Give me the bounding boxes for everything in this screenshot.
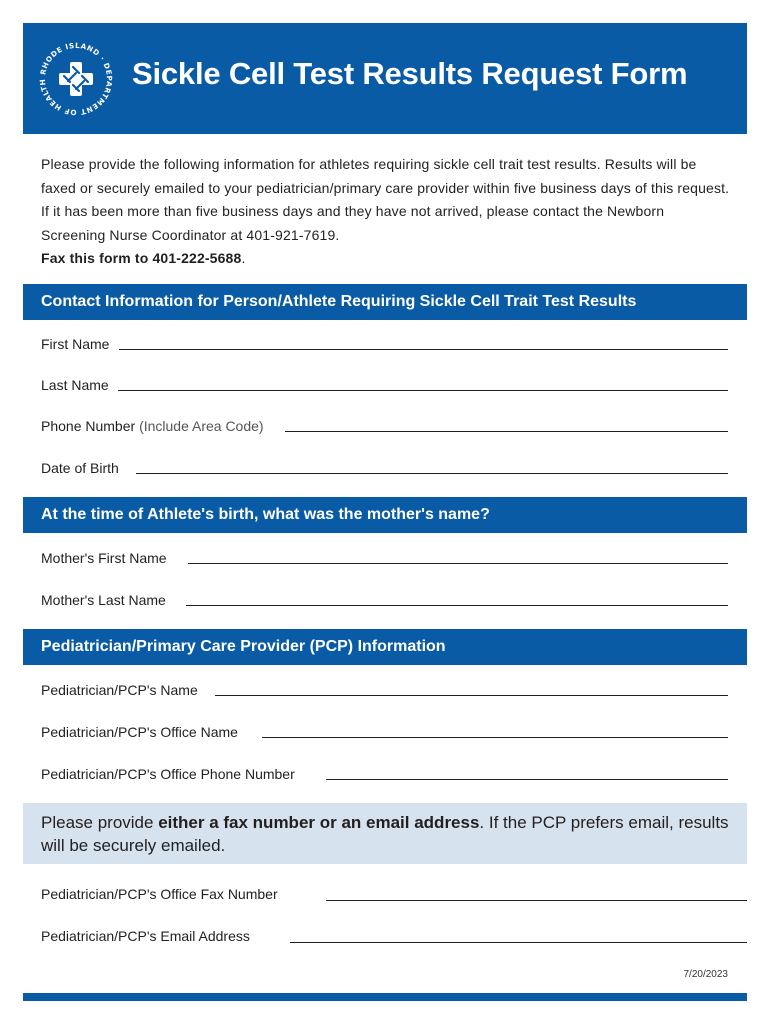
- mother-last-name-label: Mother's Last Name: [41, 592, 166, 608]
- pcp-office-name-label: Pediatrician/PCP's Office Name: [41, 724, 238, 740]
- mother-last-name-field[interactable]: [186, 605, 728, 606]
- revision-date: 7/20/2023: [683, 969, 728, 980]
- first-name-field[interactable]: [119, 349, 728, 350]
- last-name-field[interactable]: [118, 390, 728, 391]
- ri-health-seal-logo: [37, 40, 115, 118]
- pcp-name-field[interactable]: [215, 695, 728, 696]
- date-of-birth-field[interactable]: [136, 473, 728, 474]
- pcp-fax-label: Pediatrician/PCP's Office Fax Number: [41, 886, 278, 902]
- pcp-fax-field[interactable]: [326, 900, 747, 901]
- pcp-office-name-field[interactable]: [262, 737, 728, 738]
- section-pcp-heading: Pediatrician/Primary Care Provider (PCP) Information: [23, 629, 747, 665]
- phone-number-hint: (Include Area Code): [139, 418, 264, 434]
- footer-bar: [23, 993, 747, 1001]
- phone-number-label: Phone Number: [41, 418, 136, 434]
- pcp-office-phone-field[interactable]: [326, 779, 728, 780]
- pcp-email-field[interactable]: [290, 942, 747, 943]
- last-name-label: Last Name: [41, 377, 109, 393]
- section-contact-heading: Contact Information for Person/Athlete Requiring Sickle Cell Trait Test Results: [23, 284, 747, 320]
- pcp-office-phone-label: Pediatrician/PCP's Office Phone Number: [41, 766, 295, 782]
- section-mother-heading: At the time of Athlete's birth, what was the mother's name?: [23, 497, 747, 533]
- svg-text:RHODE ISLAND · DEPARTMENT OF H: RHODE ISLAND · DEPARTMENT OF HEALTH: [37, 40, 115, 118]
- pcp-name-label: Pediatrician/PCP's Name: [41, 682, 198, 698]
- pcp-email-label: Pediatrician/PCP's Email Address: [41, 928, 250, 944]
- form-title: Sickle Cell Test Results Request Form: [132, 56, 688, 91]
- mother-first-name-label: Mother's First Name: [41, 550, 167, 566]
- first-name-label: First Name: [41, 336, 110, 352]
- intro-paragraph: Please provide the following information for athletes requiring sickle cell trait test results. Results will be faxed or securely emailed to your pediatrician/primary care provider within five business days of this request. If it has been more than five business days and they have not arrived, please contact the Newborn Screening Nurse Coordinator at 401-921-7619.: [41, 156, 730, 243]
- fax-instruction: Fax this form to 401-222-5688: [41, 250, 242, 266]
- intro-text: [41, 153, 731, 271]
- note-text-emphasis: either a fax number or an email address: [158, 813, 480, 832]
- form-header: [23, 23, 747, 134]
- note-text-after: . If the PCP prefers email, results will be securely emailed.: [41, 813, 729, 855]
- mother-first-name-field[interactable]: [188, 563, 728, 564]
- date-of-birth-label: Date of Birth: [41, 460, 119, 476]
- phone-number-field[interactable]: [285, 431, 728, 432]
- fax-instruction-period: .: [241, 250, 246, 266]
- note-text-before: Please provide: [41, 813, 159, 832]
- phone-label-group: [41, 418, 264, 434]
- fax-or-email-note: [23, 803, 747, 864]
